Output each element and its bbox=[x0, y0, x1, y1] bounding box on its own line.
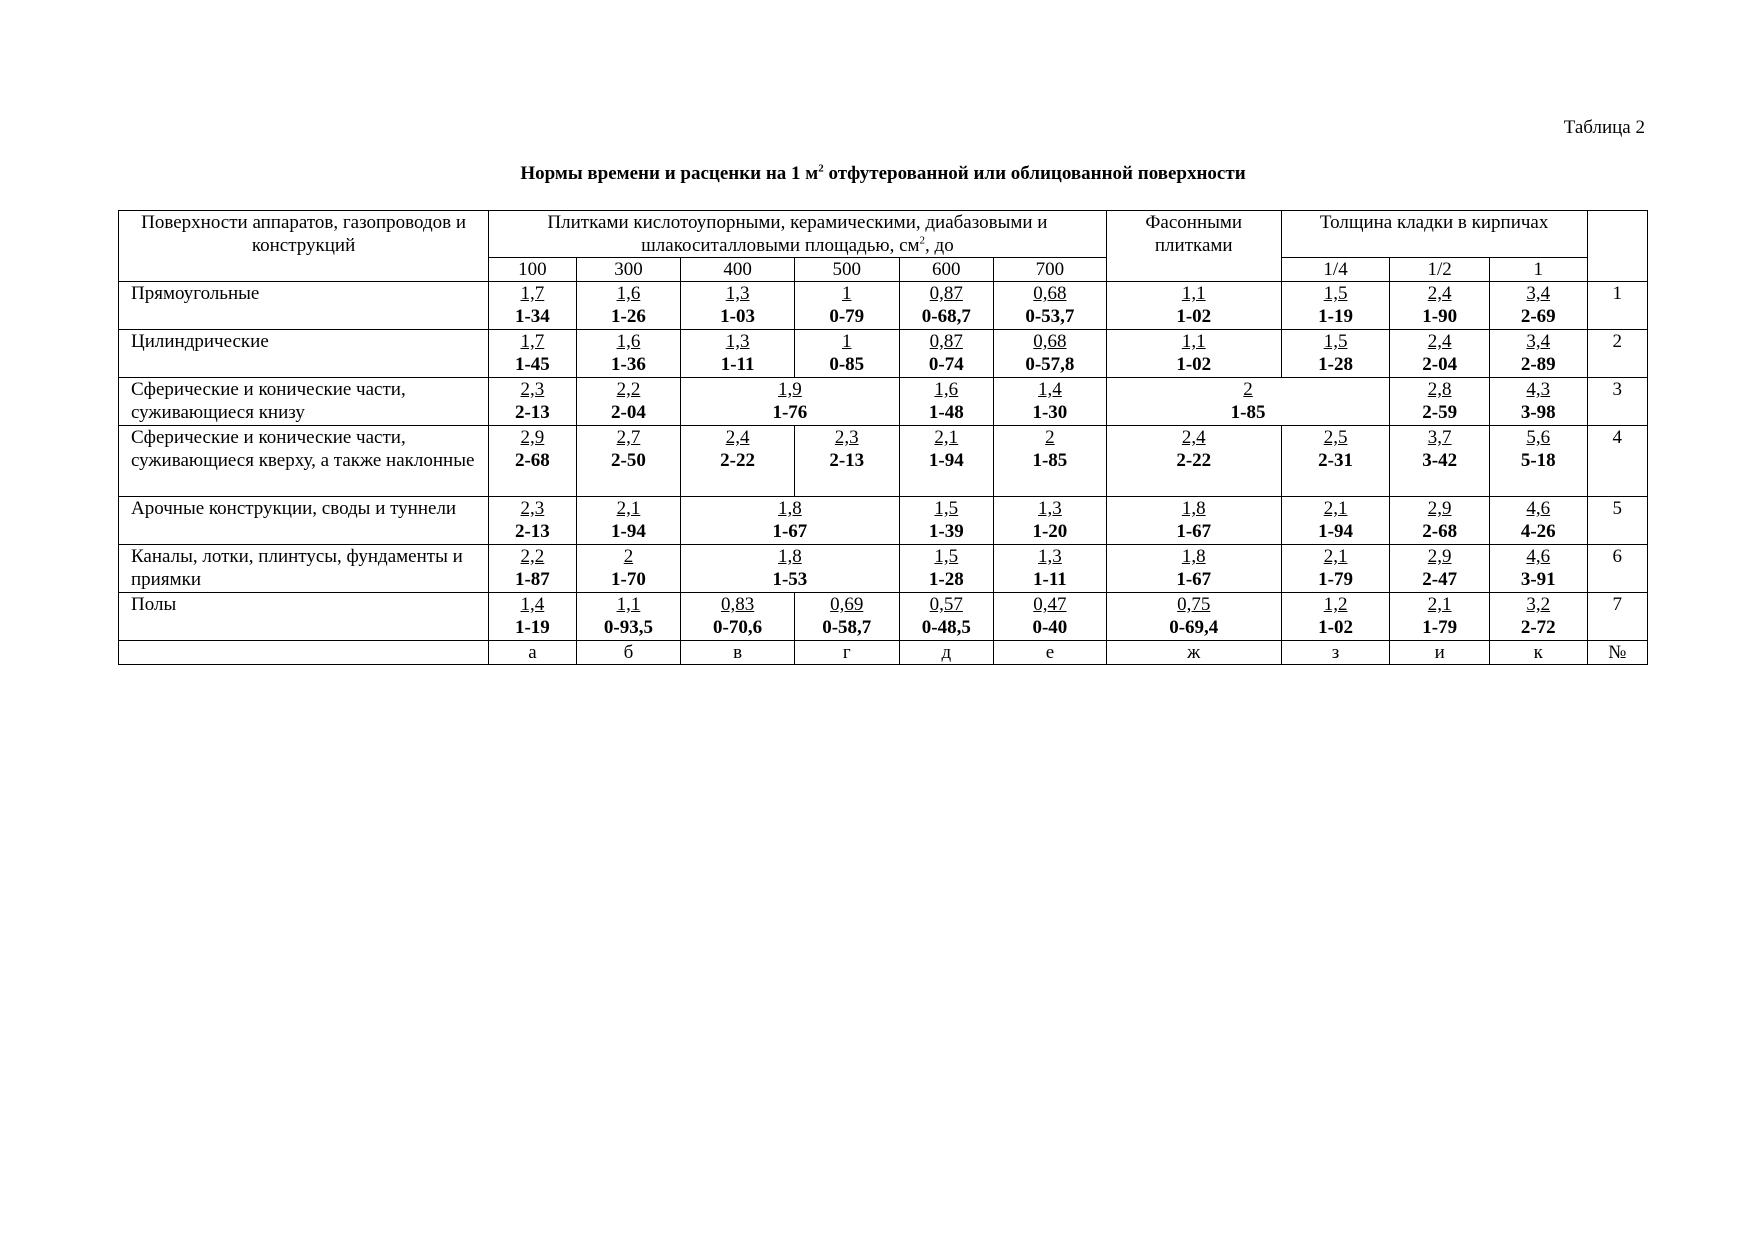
norm-value: 2,3 bbox=[520, 379, 545, 400]
row-number: 5 bbox=[1587, 497, 1647, 545]
norm-value: 1 bbox=[841, 331, 852, 352]
header-tiles-text: Плитками кислотоупорными, керамическими, диабазовыми и шлакоситалловыми площадью, см bbox=[547, 212, 1048, 256]
column-letter: г bbox=[794, 641, 899, 665]
norm-value: 1,4 bbox=[520, 594, 545, 615]
table-cell bbox=[899, 282, 994, 330]
row-number: 6 bbox=[1587, 545, 1647, 593]
rate-value: 1-03 bbox=[720, 306, 755, 327]
row-number: 1 bbox=[1587, 282, 1647, 330]
norm-value: 3,7 bbox=[1427, 427, 1452, 448]
norm-value: 1,1 bbox=[616, 594, 641, 615]
column-letter: б bbox=[576, 641, 681, 665]
norm-value: 2,2 bbox=[520, 546, 545, 567]
norm-value: 2,5 bbox=[1323, 427, 1348, 448]
column-letter: к bbox=[1489, 641, 1587, 665]
area-300: 300 bbox=[576, 258, 681, 282]
rate-value: 2-50 bbox=[611, 450, 646, 471]
table-cell bbox=[1390, 282, 1490, 330]
table-cell-merged bbox=[681, 378, 899, 426]
table-cell bbox=[1390, 426, 1490, 497]
rate-value: 2-13 bbox=[514, 521, 550, 542]
rate-value: 2-04 bbox=[611, 402, 646, 423]
rate-value: 0-57,8 bbox=[1025, 354, 1075, 375]
row-label: Сферические и конические части, суживающиеся книзу bbox=[119, 378, 489, 426]
table-cell bbox=[489, 593, 577, 641]
table-cell-merged bbox=[681, 545, 899, 593]
norm-value: 1,5 bbox=[934, 546, 959, 567]
norm-value: 1 bbox=[841, 283, 852, 304]
table-cell bbox=[994, 545, 1107, 593]
rate-value: 2-69 bbox=[1520, 306, 1556, 327]
title-text-end: отфутерованной или облицованной поверхности bbox=[823, 163, 1246, 184]
table-cell bbox=[994, 282, 1107, 330]
norm-value: 1,9 bbox=[778, 379, 802, 400]
rate-value: 1-28 bbox=[928, 569, 964, 590]
rate-value: 2-68 bbox=[1422, 521, 1458, 542]
norm-value: 2,1 bbox=[934, 427, 959, 448]
area-700: 700 bbox=[994, 258, 1107, 282]
table-cell bbox=[1106, 426, 1281, 497]
norm-value: 1,3 bbox=[1038, 546, 1062, 567]
table-label: Таблица 2 bbox=[1563, 117, 1645, 138]
column-letter: з bbox=[1281, 641, 1390, 665]
row-number: 2 bbox=[1587, 330, 1647, 378]
rate-value: 1-11 bbox=[1033, 569, 1067, 590]
rate-value: 0-70,6 bbox=[713, 617, 763, 638]
header-tiles-text-end: , до bbox=[925, 235, 954, 256]
norm-value: 2,1 bbox=[1323, 498, 1348, 519]
table-cell bbox=[681, 426, 795, 497]
table-cell bbox=[1281, 330, 1390, 378]
row-label: Прямоугольные bbox=[119, 282, 489, 330]
rate-value: 2-59 bbox=[1422, 402, 1458, 423]
area-600: 600 bbox=[899, 258, 994, 282]
table-cell bbox=[1106, 593, 1281, 641]
row-label: Полы bbox=[119, 593, 489, 641]
table-cell bbox=[1489, 426, 1587, 497]
norm-value: 1,4 bbox=[1038, 379, 1062, 400]
table-cell bbox=[994, 593, 1107, 641]
header-brick: Толщина кладки в кирпичах bbox=[1281, 211, 1587, 258]
norm-value: 2 bbox=[1045, 427, 1055, 448]
table-cell bbox=[1106, 282, 1281, 330]
table-row bbox=[119, 593, 1648, 641]
column-letter: е bbox=[994, 641, 1107, 665]
rate-value: 2-22 bbox=[1176, 450, 1212, 471]
rate-value: 1-20 bbox=[1032, 521, 1068, 542]
rate-value: 1-45 bbox=[514, 354, 550, 375]
rate-value: 1-76 bbox=[772, 402, 808, 423]
table-row bbox=[119, 426, 1648, 497]
column-letter: ж bbox=[1106, 641, 1281, 665]
footer-blank bbox=[119, 641, 489, 665]
rate-value: 2-04 bbox=[1422, 354, 1458, 375]
rate-value: 3-42 bbox=[1422, 450, 1458, 471]
table-row bbox=[119, 282, 1648, 330]
column-letter: в bbox=[681, 641, 795, 665]
norm-value: 5,6 bbox=[1526, 427, 1551, 448]
table-cell bbox=[1390, 378, 1490, 426]
table-cell bbox=[994, 330, 1107, 378]
table-cell bbox=[1489, 497, 1587, 545]
rate-value: 0-58,7 bbox=[822, 617, 872, 638]
rate-value: 1-67 bbox=[1176, 521, 1212, 542]
table-cell bbox=[794, 426, 899, 497]
table-cell bbox=[1489, 378, 1587, 426]
rate-value: 1-67 bbox=[1176, 569, 1212, 590]
norm-value: 3,4 bbox=[1526, 331, 1551, 352]
norm-value: 1,8 bbox=[778, 546, 802, 567]
table-cell bbox=[489, 282, 577, 330]
norm-value: 2,9 bbox=[1427, 546, 1452, 567]
rate-value: 3-91 bbox=[1520, 569, 1556, 590]
norm-value: 1,2 bbox=[1323, 594, 1348, 615]
table-cell bbox=[1489, 330, 1587, 378]
number-sign: № bbox=[1587, 641, 1647, 665]
norm-value: 2 bbox=[623, 546, 634, 567]
rate-value: 1-90 bbox=[1422, 306, 1458, 327]
rate-value: 0-68,7 bbox=[921, 306, 971, 327]
rate-value: 1-39 bbox=[928, 521, 964, 542]
table-cell bbox=[1489, 282, 1587, 330]
table-cell bbox=[899, 497, 994, 545]
title-superscript: 2 bbox=[818, 162, 824, 175]
table-cell bbox=[1281, 282, 1390, 330]
norm-value: 2,4 bbox=[1427, 331, 1452, 352]
table-cell bbox=[489, 426, 577, 497]
rate-value: 0-48,5 bbox=[921, 617, 971, 638]
table-cell bbox=[1281, 545, 1390, 593]
table-cell bbox=[489, 497, 577, 545]
norm-value: 1,1 bbox=[1181, 331, 1206, 352]
norm-value: 3,4 bbox=[1526, 283, 1551, 304]
table-cell bbox=[794, 593, 899, 641]
rate-value: 1-26 bbox=[611, 306, 646, 327]
rate-value: 5-18 bbox=[1520, 450, 1556, 471]
document-title bbox=[118, 163, 1648, 185]
rate-value: 1-11 bbox=[720, 354, 755, 375]
norm-value: 1,6 bbox=[616, 283, 641, 304]
norm-value: 0,68 bbox=[1033, 331, 1067, 352]
rate-value: 1-94 bbox=[611, 521, 646, 542]
rate-value: 1-19 bbox=[514, 617, 550, 638]
header-shaped: Фасонными плитками bbox=[1106, 211, 1281, 282]
table-cell bbox=[994, 426, 1107, 497]
rate-value: 3-98 bbox=[1520, 402, 1556, 423]
norms-table bbox=[118, 210, 1648, 665]
table-cell bbox=[1106, 545, 1281, 593]
norm-value: 2 bbox=[1243, 379, 1253, 400]
rate-value: 1-36 bbox=[611, 354, 646, 375]
rate-value: 0-79 bbox=[829, 306, 865, 327]
rate-value: 2-31 bbox=[1318, 450, 1353, 471]
norm-value: 2,2 bbox=[616, 379, 641, 400]
table-cell-merged bbox=[681, 497, 899, 545]
norm-value: 2,1 bbox=[1323, 546, 1348, 567]
rate-value: 1-85 bbox=[1032, 450, 1068, 471]
column-letter: а bbox=[489, 641, 577, 665]
area-500: 500 bbox=[794, 258, 899, 282]
rate-value: 1-19 bbox=[1318, 306, 1353, 327]
table-cell bbox=[899, 330, 994, 378]
norm-value: 4,6 bbox=[1526, 546, 1551, 567]
table-cell bbox=[576, 593, 681, 641]
norm-value: 1,8 bbox=[1181, 546, 1206, 567]
norm-value: 2,4 bbox=[1427, 283, 1452, 304]
header-tiles bbox=[489, 211, 1107, 258]
column-letter: д bbox=[899, 641, 994, 665]
rate-value: 2-47 bbox=[1422, 569, 1458, 590]
row-label: Каналы, лотки, плинтусы, фундаменты и приямки bbox=[119, 545, 489, 593]
table-cell bbox=[899, 545, 994, 593]
norm-value: 2,4 bbox=[1181, 427, 1206, 448]
table-cell bbox=[1106, 330, 1281, 378]
table-cell bbox=[1281, 593, 1390, 641]
rate-value: 1-94 bbox=[928, 450, 964, 471]
rate-value: 1-28 bbox=[1318, 354, 1353, 375]
rate-value: 1-94 bbox=[1318, 521, 1353, 542]
norm-value: 0,87 bbox=[929, 283, 963, 304]
area-400: 400 bbox=[681, 258, 795, 282]
table-cell bbox=[899, 378, 994, 426]
table-cell-merged bbox=[1106, 378, 1390, 426]
norm-value: 1,5 bbox=[1323, 283, 1348, 304]
thickness-quarter: 1/4 bbox=[1281, 258, 1390, 282]
rate-value: 0-69,4 bbox=[1169, 617, 1219, 638]
table-cell bbox=[489, 545, 577, 593]
table-cell bbox=[681, 330, 795, 378]
row-label: Арочные конструкции, своды и туннели bbox=[119, 497, 489, 545]
rate-value: 1-85 bbox=[1230, 402, 1266, 423]
norm-value: 4,6 bbox=[1526, 498, 1551, 519]
table-row bbox=[119, 330, 1648, 378]
rate-value: 2-89 bbox=[1520, 354, 1556, 375]
header-surfaces: Поверхности аппаратов, газопроводов и конструкций bbox=[119, 211, 489, 282]
row-label: Цилиндрические bbox=[119, 330, 489, 378]
norm-value: 3,2 bbox=[1526, 594, 1551, 615]
rate-value: 1-67 bbox=[772, 521, 808, 542]
table-row bbox=[119, 545, 1648, 593]
title-text: Нормы времени и расценки на 1 м bbox=[520, 163, 819, 184]
table-cell bbox=[1489, 545, 1587, 593]
rate-value: 1-87 bbox=[514, 569, 550, 590]
rate-value: 1-79 bbox=[1422, 617, 1458, 638]
norm-value: 1,6 bbox=[616, 331, 641, 352]
table-cell bbox=[576, 426, 681, 497]
table-cell bbox=[1390, 330, 1490, 378]
table-cell bbox=[1106, 497, 1281, 545]
norm-value: 2,8 bbox=[1427, 379, 1452, 400]
norm-value: 1,6 bbox=[934, 379, 959, 400]
rate-value: 1-34 bbox=[514, 306, 550, 327]
table-row bbox=[119, 378, 1648, 426]
table-cell bbox=[1390, 497, 1490, 545]
rate-value: 1-53 bbox=[772, 569, 808, 590]
table-cell bbox=[994, 378, 1107, 426]
norm-value: 1,5 bbox=[934, 498, 959, 519]
norm-value: 2,3 bbox=[520, 498, 545, 519]
norm-value: 1,3 bbox=[1038, 498, 1062, 519]
norm-value: 2,7 bbox=[616, 427, 641, 448]
norm-value: 2,9 bbox=[1427, 498, 1452, 519]
column-letter: и bbox=[1390, 641, 1490, 665]
norm-value: 2,3 bbox=[834, 427, 859, 448]
header-tiles-sup: 2 bbox=[919, 234, 926, 247]
rate-value: 2-13 bbox=[829, 450, 865, 471]
rate-value: 0-85 bbox=[829, 354, 865, 375]
table-cell bbox=[1281, 426, 1390, 497]
area-100: 100 bbox=[489, 258, 577, 282]
row-number: 3 bbox=[1587, 378, 1647, 426]
rate-value: 1-02 bbox=[1318, 617, 1353, 638]
table-cell bbox=[1489, 593, 1587, 641]
rate-value: 2-13 bbox=[514, 402, 550, 423]
row-number: 7 bbox=[1587, 593, 1647, 641]
rate-value: 1-79 bbox=[1318, 569, 1353, 590]
table-cell bbox=[576, 330, 681, 378]
norm-value: 1,1 bbox=[1181, 283, 1206, 304]
thickness-half: 1/2 bbox=[1390, 258, 1490, 282]
table-cell bbox=[1281, 497, 1390, 545]
rate-value: 1-02 bbox=[1176, 306, 1212, 327]
rate-value: 1-48 bbox=[928, 402, 964, 423]
table-cell bbox=[576, 545, 681, 593]
rate-value: 0-74 bbox=[928, 354, 964, 375]
norm-value: 1,8 bbox=[778, 498, 802, 519]
table-cell bbox=[1390, 593, 1490, 641]
norm-value: 2,4 bbox=[725, 427, 750, 448]
norm-value: 2,1 bbox=[616, 498, 641, 519]
norm-value: 2,9 bbox=[520, 427, 545, 448]
rate-value: 2-68 bbox=[514, 450, 550, 471]
table-cell bbox=[794, 330, 899, 378]
norm-value: 1,7 bbox=[520, 283, 545, 304]
norm-value: 1,5 bbox=[1323, 331, 1348, 352]
table-cell bbox=[489, 378, 577, 426]
footer-row bbox=[119, 641, 1648, 665]
norm-value: 4,3 bbox=[1526, 379, 1551, 400]
table-cell bbox=[489, 330, 577, 378]
table-cell bbox=[1390, 545, 1490, 593]
rate-value: 1-02 bbox=[1176, 354, 1212, 375]
rate-value: 0-53,7 bbox=[1025, 306, 1075, 327]
norm-value: 1,3 bbox=[725, 283, 750, 304]
table-cell bbox=[681, 593, 795, 641]
table-cell bbox=[794, 282, 899, 330]
norm-value: 1,7 bbox=[520, 331, 545, 352]
rate-value: 0-40 bbox=[1032, 617, 1068, 638]
rate-value: 1-70 bbox=[611, 569, 646, 590]
rate-value: 4-26 bbox=[1520, 521, 1556, 542]
norm-value: 1,3 bbox=[725, 331, 750, 352]
norm-value: 0,75 bbox=[1177, 594, 1211, 615]
row-label: Сферические и конические части, суживающиеся кверху, а также наклонные bbox=[119, 426, 489, 497]
norm-value: 0,57 bbox=[929, 594, 963, 615]
header-num-blank bbox=[1587, 211, 1647, 282]
table-cell bbox=[576, 378, 681, 426]
table-cell bbox=[899, 593, 994, 641]
norm-value: 0,83 bbox=[720, 594, 755, 615]
table-row bbox=[119, 497, 1648, 545]
norm-value: 2,1 bbox=[1427, 594, 1452, 615]
thickness-one: 1 bbox=[1489, 258, 1587, 282]
norm-value: 1,8 bbox=[1181, 498, 1206, 519]
table-cell bbox=[576, 282, 681, 330]
header-row bbox=[119, 211, 1648, 258]
rate-value: 2-72 bbox=[1520, 617, 1556, 638]
rate-value: 1-30 bbox=[1032, 402, 1068, 423]
norm-value: 0,69 bbox=[830, 594, 864, 615]
rate-value: 2-22 bbox=[720, 450, 755, 471]
table-cell bbox=[576, 497, 681, 545]
table-cell bbox=[994, 497, 1107, 545]
row-number: 4 bbox=[1587, 426, 1647, 497]
norm-value: 0,68 bbox=[1033, 283, 1067, 304]
table-cell bbox=[899, 426, 994, 497]
norm-value: 0,87 bbox=[929, 331, 963, 352]
rate-value: 0-93,5 bbox=[603, 617, 653, 638]
table-cell bbox=[681, 282, 795, 330]
norm-value: 0,47 bbox=[1033, 594, 1067, 615]
